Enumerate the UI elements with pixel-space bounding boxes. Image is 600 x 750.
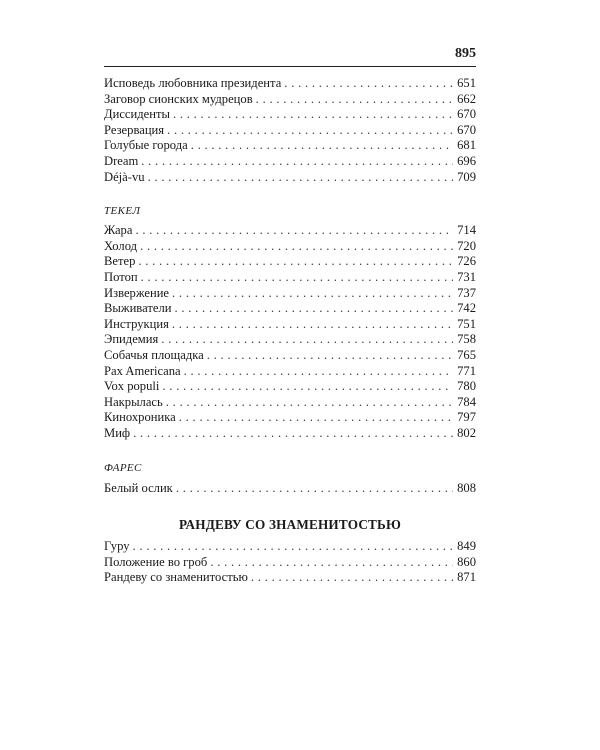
toc-entry [104, 76, 476, 92]
toc-entry-title: Положение во гроб [104, 554, 208, 569]
toc-entry-title: Инструкция [104, 316, 169, 331]
toc-entry-page: 849 [457, 539, 476, 554]
dot-leader [210, 555, 453, 571]
toc-group-fares [104, 481, 476, 497]
toc-entry-title: Извержение [104, 285, 170, 300]
dot-leader [172, 317, 453, 333]
toc-entry-page: 720 [457, 238, 476, 253]
dot-leader [167, 123, 453, 139]
toc-entry-page: 871 [457, 570, 476, 585]
toc-entry-title: Миф [104, 425, 131, 440]
toc-entry-page: 714 [457, 223, 476, 238]
table-of-contents [104, 76, 476, 586]
toc-entry [104, 379, 476, 395]
toc-entry-page: 737 [457, 285, 476, 300]
toc-entry-title: Собачья площадка [104, 347, 204, 362]
dot-leader [162, 379, 453, 395]
toc-entry-page: 726 [457, 254, 476, 269]
toc-entry-page: 651 [457, 76, 476, 90]
dot-leader [176, 481, 453, 497]
toc-entry-title: Гуру [104, 539, 130, 554]
toc-entry-title: Vox populi [104, 379, 160, 394]
section-label-fares: ФАРЕС [104, 462, 142, 475]
toc-entry-page: 860 [457, 554, 476, 569]
toc-entry-title: Кинохроника [104, 410, 176, 425]
toc-entry-title: Холод [104, 238, 138, 253]
dot-leader [179, 410, 453, 426]
toc-entry [104, 317, 476, 333]
toc-entry-title: Резервация [104, 122, 165, 137]
toc-entry-title: Голубые города [104, 138, 188, 153]
toc-entry [104, 286, 476, 302]
toc-entry [104, 138, 476, 154]
section-label-tekel: ТЕКЕЛ [104, 205, 141, 218]
dot-leader [256, 92, 453, 108]
dot-leader [133, 539, 454, 555]
toc-entry-page: 731 [457, 269, 476, 284]
toc-entry [104, 154, 476, 170]
dot-leader [174, 301, 453, 317]
toc-entry [104, 395, 476, 411]
toc-entry-title: Эпидемия [104, 332, 159, 347]
toc-entry [104, 539, 476, 555]
toc-entry-title: Ветер [104, 254, 136, 269]
toc-entry [104, 348, 476, 364]
dot-leader [141, 270, 454, 286]
dot-leader [207, 348, 453, 364]
toc-entry-page: 765 [457, 347, 476, 362]
toc-entry [104, 364, 476, 380]
toc-entry-page: 742 [457, 301, 476, 316]
toc-entry-title: Накрылась [104, 394, 163, 409]
dot-leader [251, 570, 453, 586]
toc-entry-page: 797 [457, 410, 476, 425]
toc-entry-page: 670 [457, 122, 476, 137]
dot-leader [140, 239, 453, 255]
dot-leader [161, 332, 453, 348]
dot-leader [172, 286, 453, 302]
toc-entry-title: Диссиденты [104, 107, 170, 122]
toc-entry-title: Потоп [104, 269, 138, 284]
dot-leader [135, 223, 453, 239]
toc-group-1 [104, 76, 476, 185]
page-number: 895 [455, 46, 476, 61]
toc-entry-title: Исповедь любовника президента [104, 76, 282, 90]
dot-leader [138, 254, 453, 270]
toc-entry-page: 780 [457, 379, 476, 394]
toc-entry-page: 751 [457, 316, 476, 331]
toc-entry [104, 239, 476, 255]
toc-entry-title: Рандеву со знаменитостью [104, 570, 248, 585]
toc-entry-page: 696 [457, 153, 476, 168]
toc-entry-title: Белый ослик [104, 481, 173, 496]
dot-leader [166, 395, 453, 411]
toc-entry-title: Dream [104, 153, 139, 168]
toc-entry-page: 681 [457, 138, 476, 153]
toc-entry [104, 223, 476, 239]
dot-leader [173, 107, 453, 123]
toc-entry [104, 555, 476, 571]
toc-entry [104, 107, 476, 123]
toc-entry-title: Pax Americana [104, 363, 181, 378]
toc-entry [104, 123, 476, 139]
toc-entry [104, 254, 476, 270]
toc-entry-page: 758 [457, 332, 476, 347]
toc-entry [104, 481, 476, 497]
dot-leader [148, 170, 454, 186]
toc-entry [104, 170, 476, 186]
header-rule [104, 66, 476, 67]
toc-entry [104, 270, 476, 286]
toc-entry-page: 808 [457, 481, 476, 496]
dot-leader [191, 138, 453, 154]
toc-entry [104, 92, 476, 108]
toc-entry-page: 784 [457, 394, 476, 409]
toc-entry-title: Жара [104, 223, 133, 238]
toc-entry-page: 771 [457, 363, 476, 378]
toc-group-rendezvous [104, 539, 476, 586]
part-title-rendezvous: РАНДЕВУ СО ЗНАМЕНИТОСТЬЮ [178, 517, 402, 533]
toc-entry-page: 670 [457, 107, 476, 122]
dot-leader [284, 76, 453, 92]
toc-entry [104, 332, 476, 348]
dot-leader [184, 364, 454, 380]
toc-entry [104, 410, 476, 426]
toc-entry-page: 662 [457, 91, 476, 106]
toc-group-tekel [104, 223, 476, 441]
toc-entry-page: 709 [457, 169, 476, 184]
dot-leader [133, 426, 453, 442]
toc-entry [104, 570, 476, 586]
dot-leader [141, 154, 453, 170]
toc-entry-title: Déjà-vu [104, 169, 145, 184]
toc-entry [104, 426, 476, 442]
toc-entry-page: 802 [457, 425, 476, 440]
toc-entry-title: Выживатели [104, 301, 172, 316]
toc-entry [104, 301, 476, 317]
toc-entry-title: Заговор сионских мудрецов [104, 91, 253, 106]
